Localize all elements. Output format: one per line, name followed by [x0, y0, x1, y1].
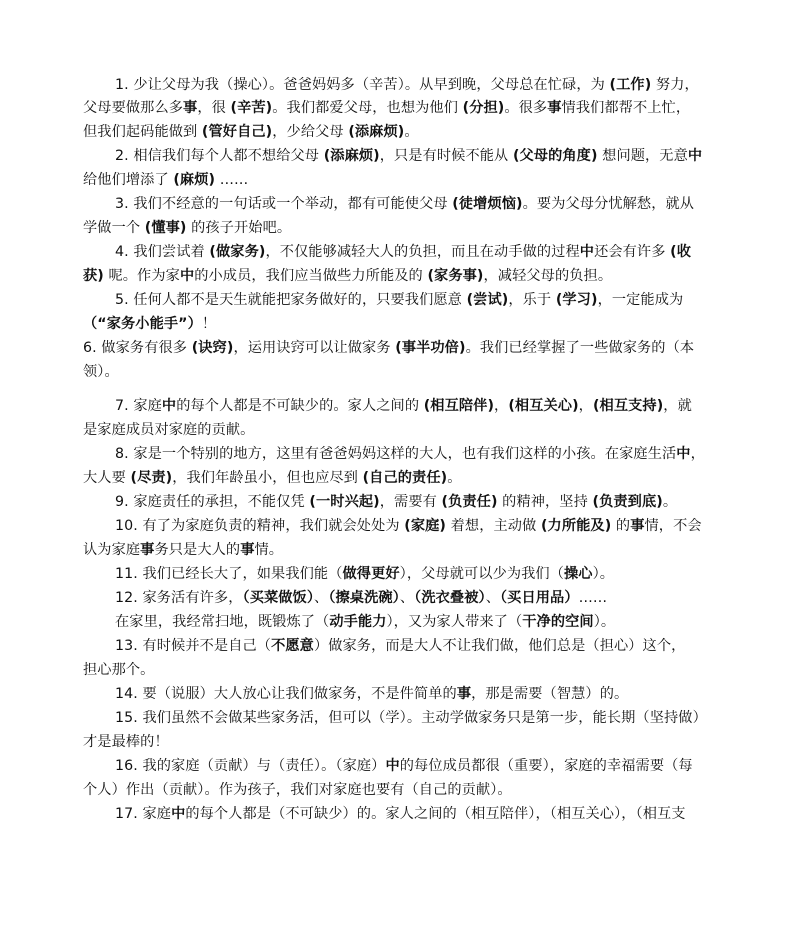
text-segment: 大人要 [83, 470, 131, 486]
text-segment: 3. 我们不经意的一句话或一个举动，都有可能使父母 [115, 196, 453, 212]
text-line [83, 417, 254, 443]
text-segment: ， [494, 398, 509, 414]
text-segment: 9. 家庭责任的承担，不能仅凭 [115, 494, 310, 510]
bold-text: (相互关心) [508, 398, 579, 414]
bold-text: 事 [140, 542, 155, 558]
bold-text: (父母的角度) [512, 148, 598, 164]
text-line [83, 119, 419, 145]
text-line [83, 465, 462, 491]
bold-text: 中 [171, 806, 186, 822]
text-line [115, 633, 685, 659]
bold-text: (自己的责任) [362, 470, 448, 486]
text-segment: 是家庭成员对家庭的贡献。 [83, 422, 255, 438]
text-segment: 的小成员，我们应当做些力所能及的 [194, 268, 428, 284]
bold-text: (相互陪伴) [423, 398, 495, 414]
text-segment: ，我们年龄虽小，但也应尽到 [172, 470, 363, 486]
bold-text: (相互支持) [592, 398, 664, 414]
text-line [115, 801, 686, 827]
text-line [115, 705, 707, 731]
text-segment: 6. 做家务有很多 [83, 340, 192, 356]
bold-text: 事 [547, 100, 562, 116]
text-segment: ），又为家人带来了（ [386, 614, 523, 630]
text-segment: 情，不会 [644, 518, 702, 534]
bold-text: 获) [83, 268, 104, 284]
text-segment: 15. 我们虽然不会做某些家务活，但可以（学）。主动学做家务只是第一步，能长期（坚持做） [115, 710, 707, 726]
text-segment: 。要为父母分忧解愁，就从 [522, 196, 695, 212]
bold-text: (负责到底) [592, 494, 663, 510]
text-segment: ，很 [197, 100, 231, 116]
text-line [83, 729, 169, 755]
bold-text: (诀窍) [191, 340, 234, 356]
bold-text: 中 [579, 244, 595, 260]
bold-text: （“家务小能手”） [83, 316, 202, 332]
bold-text: (懂事) [144, 220, 187, 236]
bold-text: (力所能及) [540, 518, 612, 534]
text-segment: 。我们已经掌握了一些做家务的（本 [465, 340, 695, 356]
bold-text: 事 [630, 518, 645, 534]
text-line [115, 681, 628, 707]
bold-text: 半功倍) [416, 340, 466, 356]
text-segment: 1. 少让父母为我（操心）。爸爸妈妈多（辛苦）。从早到晚，父母总在忙碌，为 [115, 77, 610, 93]
text-segment: 给他们增添了 [83, 172, 174, 188]
bold-text: (学习) [555, 292, 598, 308]
text-segment: …… [215, 172, 249, 188]
text-line [115, 143, 702, 169]
bold-text: 不愿意 [271, 638, 314, 654]
text-line [83, 311, 216, 337]
bold-text: 中 [687, 148, 703, 164]
text-segment: ，少给父母 [272, 124, 349, 140]
text-segment: 。 [447, 470, 462, 486]
text-segment: 的 [611, 518, 631, 534]
bold-text: (收 [670, 244, 691, 260]
text-segment: 个人）作出（贡献）。作为孩子，我们对家庭也要有（自己的贡献）。 [83, 782, 512, 798]
text-segment: ），父母就可以少为我们（ [399, 566, 565, 582]
bold-text: (家务 [427, 268, 463, 284]
text-line [83, 537, 283, 563]
text-segment: 认为家庭 [83, 542, 141, 558]
text-segment: 想问题，无意 [597, 148, 688, 164]
text-segment: 16. 我的家庭（贡献）与（责任）。（家庭） [115, 758, 386, 774]
text-segment: ！ [201, 316, 217, 332]
text-segment: 、 [485, 590, 500, 606]
text-segment: 10. 有了为家庭负责的精神，我们就会处处为 [115, 518, 405, 534]
text-segment: ，那是需要（智慧）的。 [471, 686, 629, 702]
bold-text: (分担) [462, 100, 505, 116]
text-segment: 、 [399, 590, 415, 606]
text-line [83, 359, 119, 385]
text-line [115, 609, 615, 635]
bold-text: 中 [385, 758, 400, 774]
text-segment: 17. 家庭 [115, 806, 172, 822]
text-line [115, 441, 705, 467]
text-segment: 12. 家务活有许多， [115, 590, 243, 606]
bold-text: （买日用品） [499, 590, 579, 606]
text-line [115, 489, 677, 515]
text-segment: 父母要做那么多 [83, 100, 184, 116]
text-segment: 8. 家是一个特别的地方，这里有爸爸妈妈这样的大人，也有我们这样的小孩。在家庭生活 [115, 446, 677, 462]
text-line [83, 657, 154, 683]
text-segment: 的每位成员都很（重要），家庭的幸福需要（每 [399, 758, 693, 774]
bold-text: 干净的空间 [522, 614, 594, 630]
text-segment: ， [690, 446, 705, 462]
bold-text: (添麻烦) [348, 124, 405, 140]
bold-text: (工作) [609, 77, 652, 93]
text-segment: ，乐于 [508, 292, 556, 308]
bold-text: 操心 [564, 566, 593, 582]
text-segment: 着想，主动做 [446, 518, 541, 534]
text-segment: ）做家务，而是大人不让我们做，他们总是（担心）这个， [313, 638, 686, 654]
text-segment: 务只是大人的 [154, 542, 241, 558]
text-segment: 。 [662, 494, 678, 510]
text-segment: …… [578, 590, 608, 606]
text-line [115, 513, 702, 539]
text-segment: ）。 [592, 566, 615, 582]
text-segment: 4. 我们尝试着 [115, 244, 210, 260]
text-line [83, 335, 694, 361]
bold-text: 事 [401, 340, 417, 356]
text-segment: 情。 [254, 542, 284, 558]
bold-text: 做得更好 [342, 566, 400, 582]
text-line [115, 585, 607, 611]
bold-text: 中 [676, 446, 691, 462]
bold-text: （买菜做饭） [242, 590, 315, 606]
text-segment: 2. 相信我们每个人都不想给父母 [115, 148, 324, 164]
text-line [115, 393, 692, 419]
bold-text: 事 [183, 100, 198, 116]
text-segment: ，就 [663, 398, 692, 414]
text-segment: 。很多 [504, 100, 548, 116]
text-segment: 的每个人都是不可缺少的。家人之间的 [176, 398, 424, 414]
bold-text: (尝试) [466, 292, 509, 308]
text-segment: 努力， [651, 77, 699, 93]
text-segment: 7. 家庭 [115, 398, 162, 414]
text-segment: ， [578, 398, 593, 414]
bold-text: (添麻烦) [323, 148, 380, 164]
text-segment: 。我们都爱父母，也想为他们 [272, 100, 463, 116]
bold-text: (做家务) [209, 244, 266, 260]
text-segment: 但我们起码能做到 [83, 124, 202, 140]
text-segment: 学做一个 [83, 220, 145, 236]
text-segment: 领）。 [83, 364, 119, 380]
text-segment: 的精神，坚持 [497, 494, 593, 510]
text-line [115, 753, 693, 779]
bold-text: 事 [462, 268, 477, 284]
text-segment: ，减轻父母的负担。 [483, 268, 613, 284]
text-segment: 情我们都帮不上忙， [561, 100, 691, 116]
bold-text: 事 [456, 686, 472, 702]
text-segment: ）。 [593, 614, 616, 630]
text-line [115, 561, 614, 587]
text-segment: 的每个人都是（不可缺少）的。家人之间的（相互陪伴），（相互关心），（相互支 [185, 806, 686, 822]
bold-text: (家庭) [404, 518, 447, 534]
text-line [83, 167, 248, 193]
bold-text: ( [395, 340, 402, 356]
text-line [83, 215, 291, 241]
text-segment: ，运用诀窍可以让做家务 [233, 340, 396, 356]
text-segment: 、 [314, 590, 329, 606]
bold-text: (尽责) [130, 470, 173, 486]
text-segment: ，只是有时候不能从 [379, 148, 513, 164]
bold-text: 中 [179, 268, 195, 284]
bold-text: (一时兴起) [309, 494, 380, 510]
text-segment: ，一定能成为 [597, 292, 684, 308]
text-line [83, 95, 690, 121]
bold-text: （擦桌洗碗） [328, 590, 400, 606]
bold-text: (徒增烦恼) [452, 196, 523, 212]
bold-text: 事 [240, 542, 255, 558]
text-segment: 才是最棒的！ [83, 734, 169, 750]
bold-text: ) [476, 268, 484, 284]
text-segment: ，需要有 [379, 494, 442, 510]
text-line [83, 263, 612, 289]
text-segment: 14. 要（说服）大人放心让我们做家务，不是件简单的 [115, 686, 457, 702]
text-segment: 11. 我们已经长大了，如果我们能（ [115, 566, 343, 582]
text-segment: 13. 有时候并不是自己（ [115, 638, 272, 654]
bold-text: (管好自己) [201, 124, 273, 140]
text-segment: 呢。作为家 [103, 268, 180, 284]
text-segment: 5. 任何人都不是天生就能把家务做好的，只要我们愿意 [115, 292, 467, 308]
text-segment: 还会有许多 [594, 244, 671, 260]
text-segment: 。 [404, 124, 419, 140]
text-line [115, 239, 691, 265]
text-segment: 担心那个。 [83, 662, 155, 678]
bold-text: (麻烦) [173, 172, 216, 188]
text-segment: ，不仅能够减轻大人的负担，而且在动手做的过程 [265, 244, 580, 260]
bold-text: （洗衣叠被） [414, 590, 486, 606]
bold-text: (负责任) [441, 494, 498, 510]
text-segment: 的孩子开始吧。 [186, 220, 292, 236]
bold-text: 动手能力 [329, 614, 387, 630]
text-line [115, 191, 694, 217]
text-line [83, 777, 512, 803]
text-segment: 在家里，我经常扫地，既锻炼了（ [115, 614, 330, 630]
bold-text: 中 [161, 398, 177, 414]
text-line [115, 287, 683, 313]
bold-text: (辛苦) [230, 100, 273, 116]
